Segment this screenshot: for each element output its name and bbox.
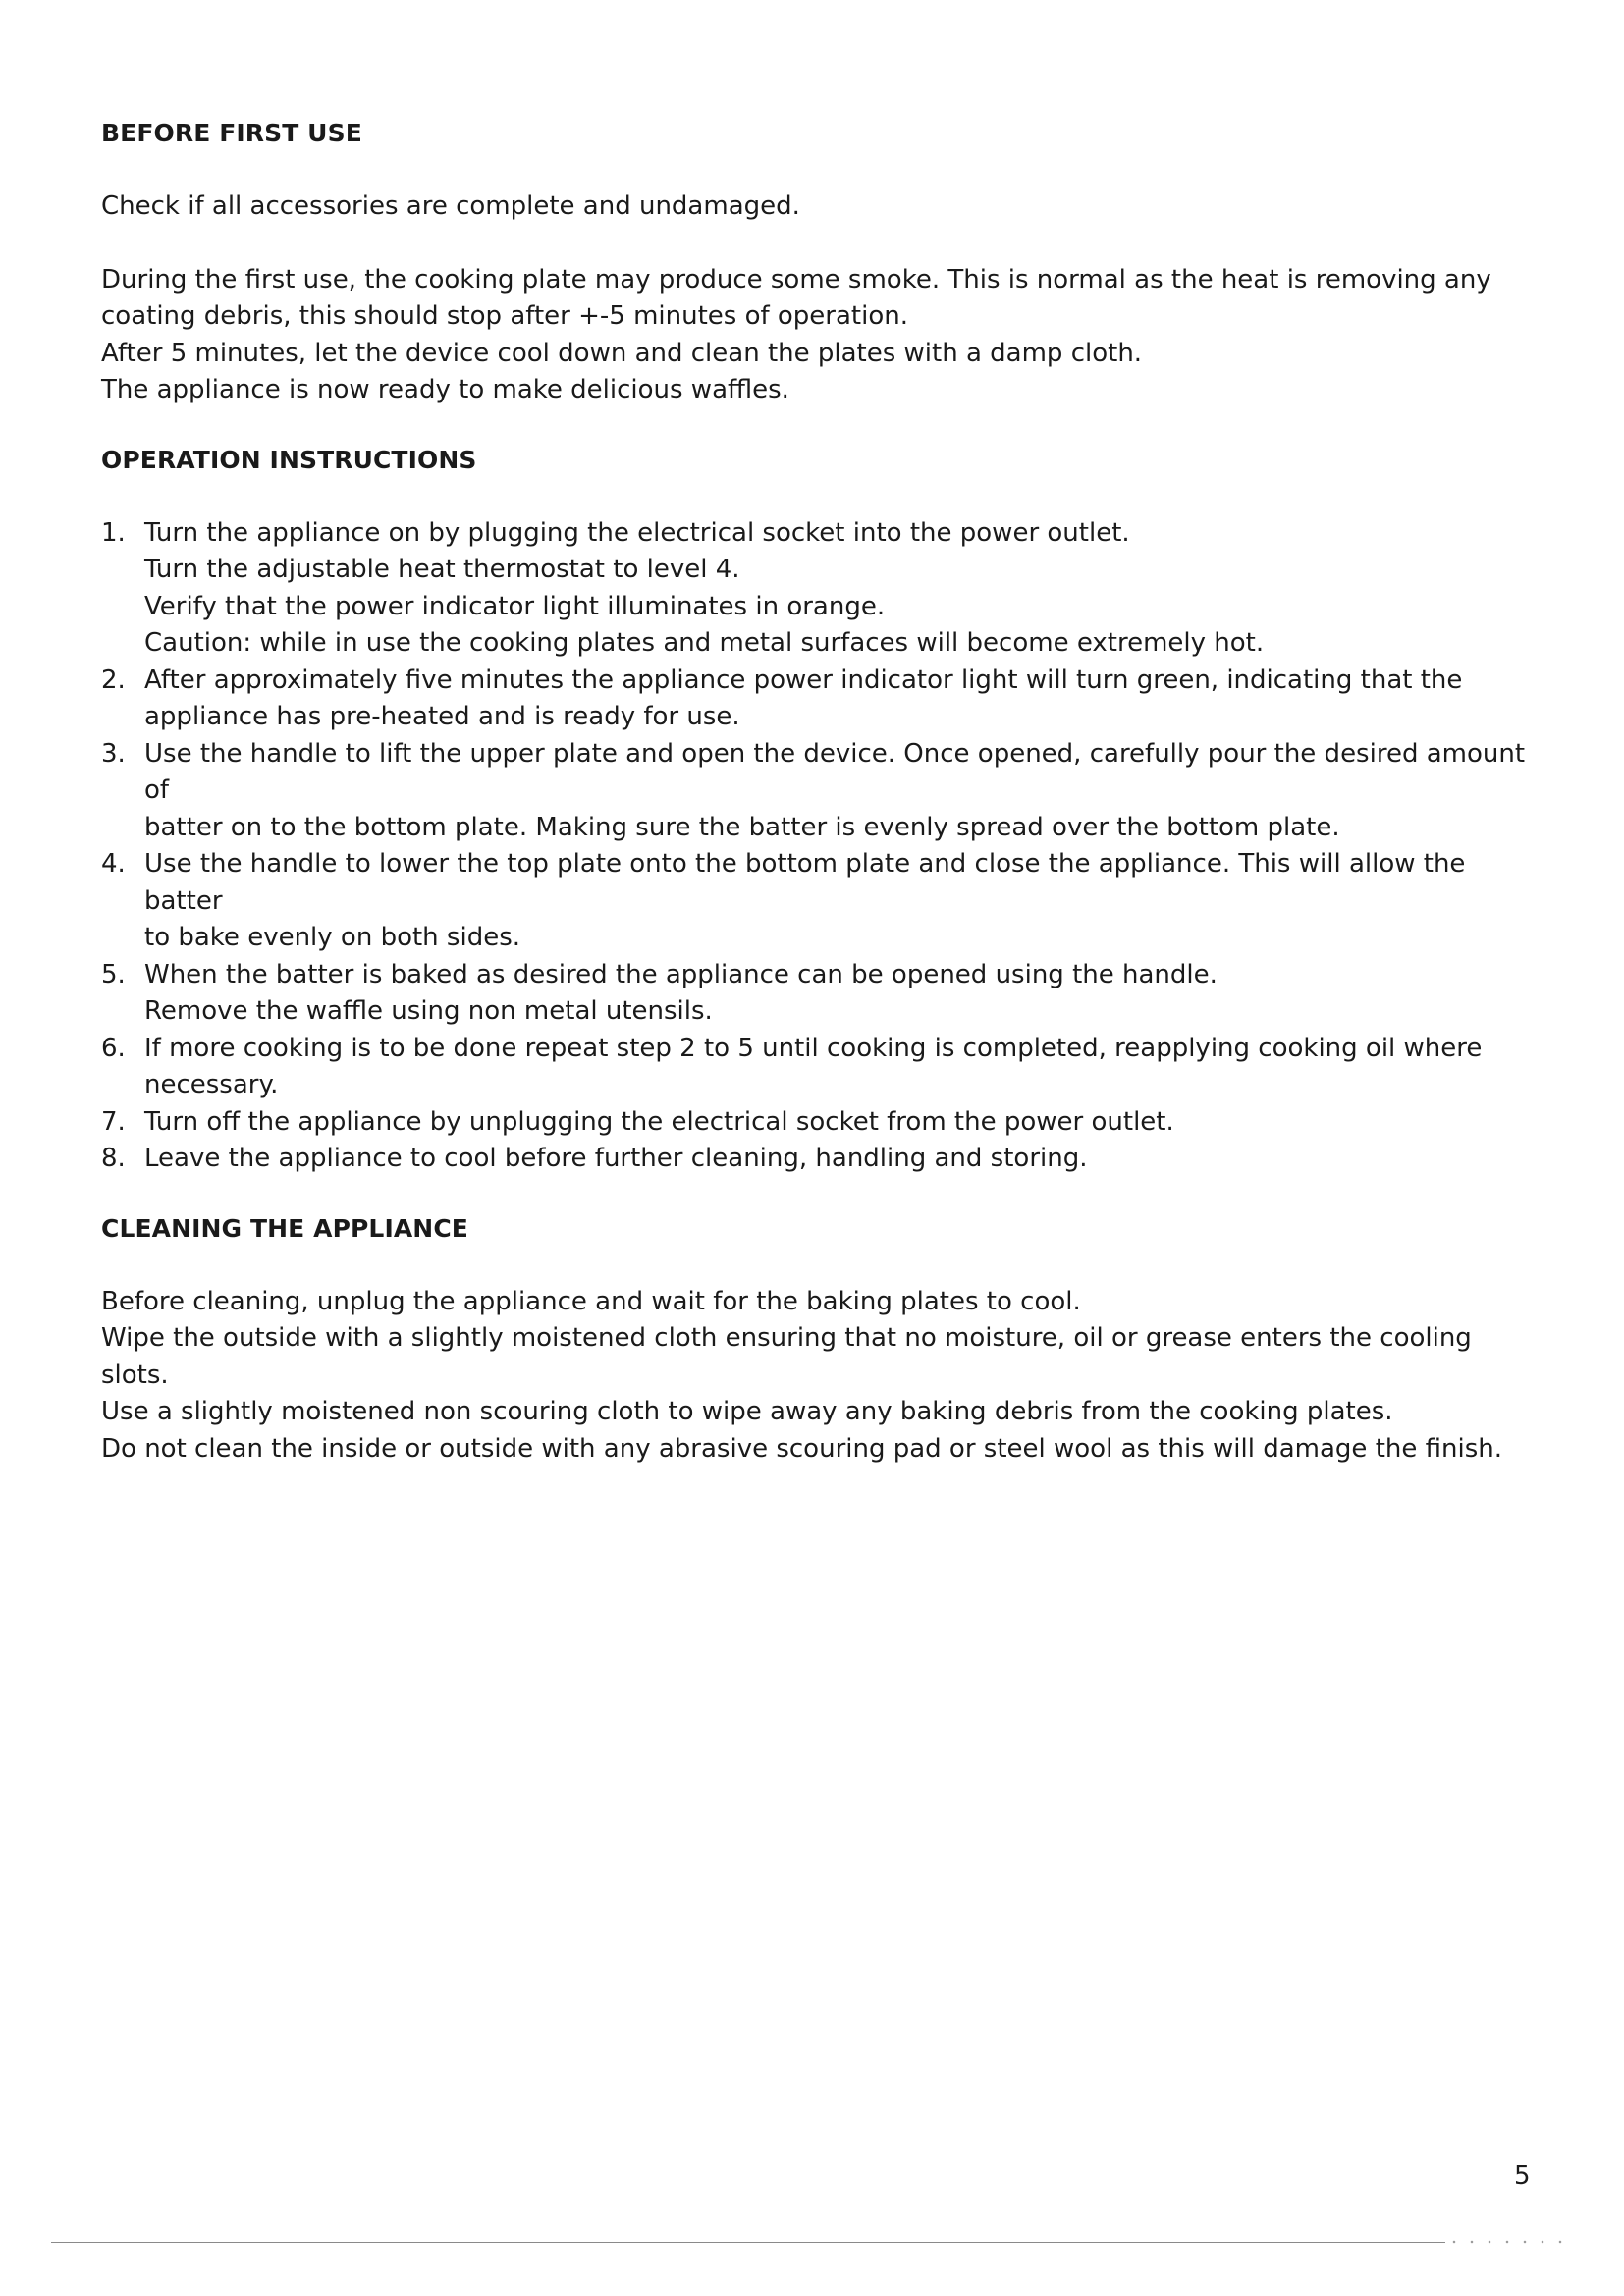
manual-page-content	[101, 116, 1535, 1468]
step-3-line-2: batter on to the bottom plate. Making sure the batter is evenly spread over the bottom plate.	[144, 812, 1340, 842]
step-number: 5.	[101, 959, 126, 989]
step-1-line-1: Turn the appliance on by plugging the electrical socket into the power outlet.	[144, 517, 1130, 548]
list-item	[101, 957, 1535, 1031]
step-number: 8.	[101, 1144, 126, 1173]
step-1-line-3: Verify that the power indicator light illuminates in orange.	[144, 591, 886, 621]
step-number: 1.	[101, 517, 126, 548]
cleaning-line-4: Do not clean the inside or outside with any abrasive scouring pad or steel wool as this will damage the finish.	[101, 1433, 1502, 1464]
step-5-line-2: Remove the waffle using non metal utensils.	[144, 996, 713, 1026]
step-4-line-1: Use the handle to lower the top plate onto the bottom plate and close the appliance. This will allow the batter	[144, 849, 1466, 916]
list-item	[101, 1141, 1535, 1178]
operation-steps-list	[101, 515, 1535, 1178]
cleaning-heading: CLEANING THE APPLIANCE	[101, 1213, 468, 1243]
step-6-line-1: If more cooking is to be done repeat step 2 to 5 until cooking is completed, reapplying cooking oil where	[144, 1033, 1483, 1063]
step-number: 3.	[101, 738, 126, 769]
step-2-line-2: appliance has pre-heated and is ready for use.	[144, 702, 740, 731]
page-number: 5	[1514, 2162, 1531, 2191]
cleaning-line-3: Use a slightly moistened non scouring cloth to wipe away any baking debris from the cooking plates.	[101, 1397, 1393, 1426]
step-number: 6.	[101, 1033, 126, 1063]
step-4-line-2: to bake evenly on both sides.	[144, 923, 521, 952]
footer-divider	[51, 2242, 1445, 2243]
step-3-line-1: Use the handle to lift the upper plate and open the device. Once opened, carefully pour the desired amount of	[144, 738, 1526, 805]
operation-instructions-heading: OPERATION INSTRUCTIONS	[101, 445, 477, 474]
before-first-use-heading: BEFORE FIRST USE	[101, 119, 362, 147]
footer-dotted-rule	[1445, 2240, 1573, 2244]
list-item	[101, 736, 1535, 847]
list-item	[101, 846, 1535, 957]
list-item	[101, 1031, 1535, 1104]
first-use-line-4: The appliance is now ready to make delicious waffles.	[101, 375, 789, 404]
list-item	[101, 515, 1535, 663]
step-2-line-1: After approximately five minutes the appliance power indicator light will turn green, indicating that the	[144, 665, 1463, 695]
first-use-paragraph	[101, 262, 1535, 409]
accessories-check-paragraph: Check if all accessories are complete and undamaged.	[101, 191, 800, 221]
first-use-line-1: During the first use, the cooking plate may produce some smoke. This is normal as the heat is removing any	[101, 264, 1491, 294]
step-7-line-1: Turn off the appliance by unplugging the electrical socket from the power outlet.	[144, 1106, 1174, 1137]
list-item	[101, 663, 1535, 736]
list-item	[101, 1104, 1535, 1142]
first-use-line-2: coating debris, this should stop after +-5 minutes of operation.	[101, 301, 908, 331]
cleaning-paragraph	[101, 1284, 1535, 1468]
step-6-line-2: necessary.	[144, 1070, 279, 1099]
first-use-line-3: After 5 minutes, let the device cool down and clean the plates with a damp cloth.	[101, 338, 1143, 368]
step-number: 2.	[101, 665, 126, 695]
step-5-line-1: When the batter is baked as desired the appliance can be opened using the handle.	[144, 959, 1218, 989]
step-number: 4.	[101, 849, 126, 879]
cleaning-line-2: Wipe the outside with a slightly moistened cloth ensuring that no moisture, oil or grease enters the cooling slots.	[101, 1323, 1472, 1390]
step-1-line-4: Caution: while in use the cooking plates and metal surfaces will become extremely hot.	[144, 628, 1265, 658]
cleaning-line-1: Before cleaning, unplug the appliance and wait for the baking plates to cool.	[101, 1286, 1081, 1316]
step-8-line-1: Leave the appliance to cool before further cleaning, handling and storing.	[144, 1144, 1088, 1173]
step-1-line-2: Turn the adjustable heat thermostat to level 4.	[144, 555, 740, 584]
step-number: 7.	[101, 1106, 126, 1137]
